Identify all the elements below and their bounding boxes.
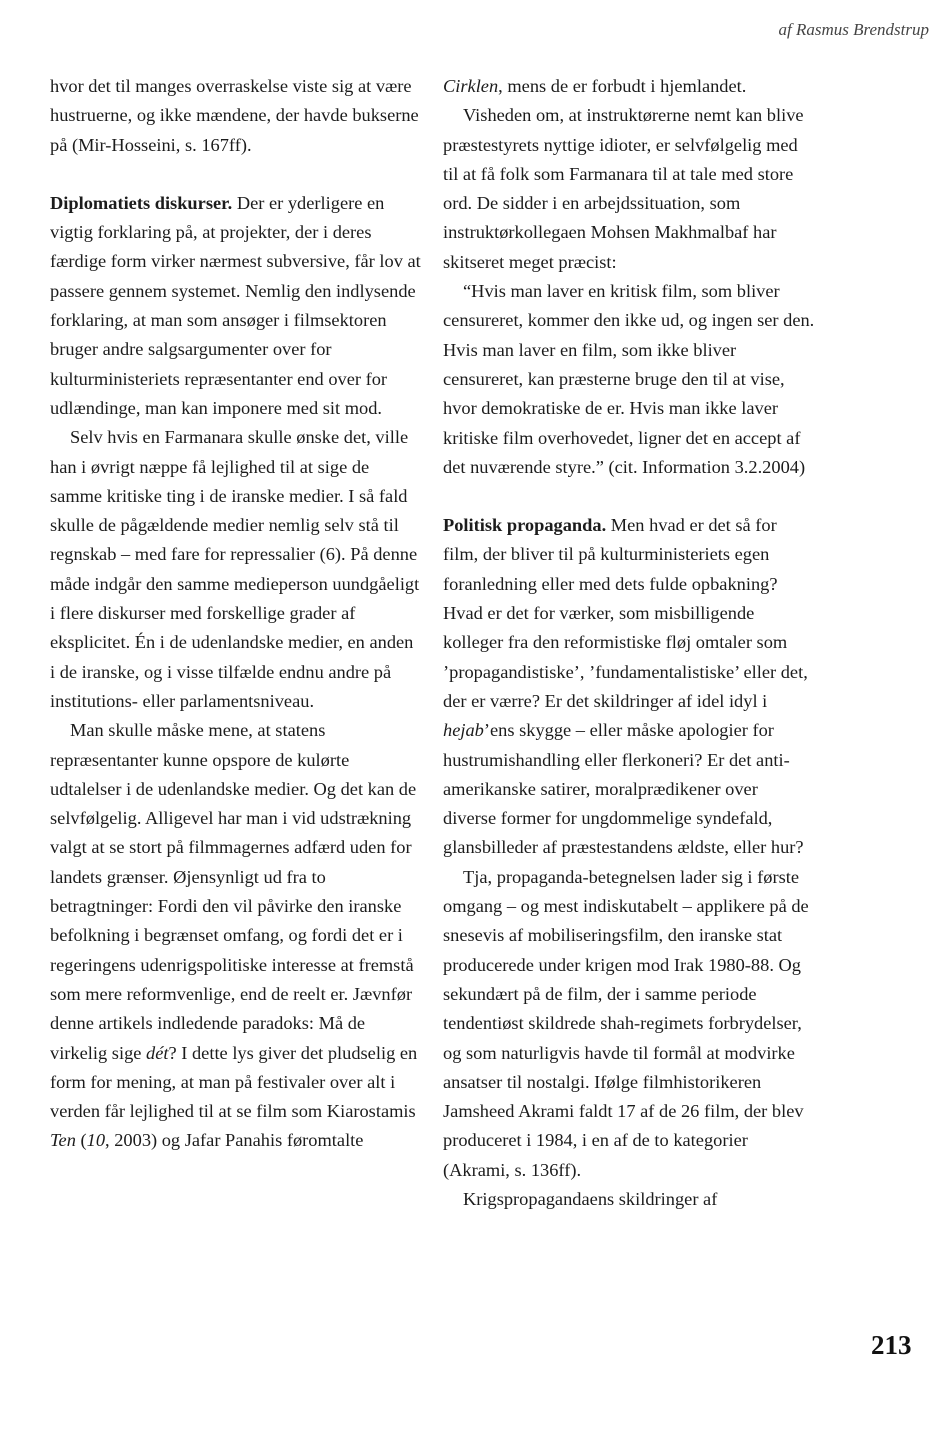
paragraph-text: Der er yderligere en vigtig forklaring på, at projekter, der i deres færdige form virker nærmest subversive, får lov at passere gennem systemet. Nemlig den indlysende forklaring, at man som ansøger i filmsektoren bruger andre salgsargumenter over for kulturministeriets repræsentanter end over for udlændinge, man kan imponere med sit mod. bbox=[50, 192, 421, 418]
paragraph-text: ’ens skygge – eller måske apologier for hustrumishandling eller flerkoneri? Er det anti-amerikanske satirer, moralprædikener over diverse former for ungdommelige syndefald, glansbilleder af præstestandens ældste, eller hur? bbox=[443, 720, 804, 858]
paragraph bbox=[50, 716, 422, 1155]
page-number: 213 bbox=[871, 1330, 912, 1360]
paragraph: Krigspropagandaens skildringer af bbox=[463, 1188, 718, 1209]
paragraph-text: Men hvad er det så for film, der bliver til på kulturministeriets egen foranledning eller med dets fulde opbakning? Hvad er det for værker, som misbilligende kolleger fra den reformistiske fløj omtaler som ’propagandistiske’, ’fundamentalistiske’ eller det, der er værre? Er det skildringer af idel idyl i bbox=[443, 515, 808, 711]
paragraph: Selv hvis en Farmanara skulle ønske det, ville han i øvrigt næppe få lejlighed til at sige de samme kritiske ting i de iranske medier. I så fald skulle de pågældende medier nemlig selv stå til regnskab – med fare for repressalier (6). På denne måde indgår den samme medieperson uundgåeligt i flere diskurser med forskellige grader af eksplicitet. Én i de udenlandske medier, en anden i de iranske, og i visse tilfælde endnu andre på institutions- eller parlamentsniveau. bbox=[50, 427, 420, 711]
section-heading: Politisk propaganda. bbox=[443, 515, 607, 536]
quote-paragraph: “Hvis man laver en kritisk film, som bliver censureret, kommer den ikke ud, og ingen ser den. Hvis man laver en film, som ikke bliver censureret, kan præsterne bruge den til at vise, hvor demokratiske de er. Hvis man ikke laver kritiske film overhovedet, ligner det en accept af det nuværende styre.” (cit. Information 3.2.2004) bbox=[443, 281, 815, 477]
paragraph-text: , 2003) og Jafar Panahis føromtalte bbox=[105, 1130, 364, 1151]
paragraph bbox=[443, 72, 815, 101]
paragraph: Visheden om, at instruktørerne nemt kan blive præstestyrets nyttige idioter, er selvfølgelig med til at få folk som Farmanara til at tale med store ord. De sidder i en arbejdssituation, som instruktørkollegaen Mohsen Makhmalbaf har skitseret meget præcist: bbox=[443, 105, 804, 272]
section-heading: Diplomatiets diskurser. bbox=[50, 192, 233, 213]
emphasis: dét bbox=[146, 1042, 169, 1063]
film-title-number: 10 bbox=[86, 1130, 106, 1151]
film-title: Cirklen bbox=[443, 76, 499, 96]
running-header-author: af Rasmus Brendstrup bbox=[778, 20, 929, 39]
film-title: Ten bbox=[50, 1130, 76, 1151]
left-column bbox=[50, 72, 422, 1156]
emphasis: hejab bbox=[443, 720, 484, 741]
paragraph: Tja, propaganda-betegnelsen lader sig i første omgang – og mest indiskutabelt – applikere på de snesevis af mobiliseringsfilm, den iranske stat producerede under krigen mod Irak 1980-88. Og sekundært på de film, der i samme periode tendentiøst skildrede shah-regimets forbrydelser, og som naturligvis havde til formål at modvirke ansatser til nostalgi. Ifølge filmhistorikeren Jamsheed Akrami faldt 17 af de 26 film, der blev produceret i 1984, i en af de to kategorier (Akrami, s. 136ff). bbox=[443, 866, 809, 1180]
paragraph-text: , mens de er forbudt i hjemlandet. bbox=[498, 76, 747, 96]
right-column bbox=[443, 72, 815, 1214]
paragraph-text: Man skulle måske mene, at statens repræsentanter kunne opspore de kulørte udtalelser i de udenlandske medier. Og det kan de selvfølgelig. Alligevel har man i vid udstrækning valgt at se stort på filmmagernes adfærd uden for landets grænser. Øjensynligt ud fra to betragtninger: Fordi den vil påvirke den iranske befolkning i begrænset omfang, og fordi det er i regeringens udenrigspolitiske interesse at fremstå som mere reformvenlige, end de reelt er. Jævnfør denne artikels indledende paradoks: Må de virkelig sige bbox=[50, 720, 417, 1063]
paragraph-text: ( bbox=[75, 1130, 87, 1151]
section-paragraph-propaganda bbox=[443, 511, 815, 863]
paragraph: hvor det til manges overraskelse viste sig at være hustruerne, og ikke mændene, der havde bukserne på (Mir-Hosseini, s. 167ff). bbox=[50, 76, 419, 155]
paragraph-text: ? I dette lys giver det pludselig en form for mening, at man på festivaler over alt i verden får lejlighed til at se film som Kiarostamis bbox=[50, 1042, 418, 1122]
section-paragraph-diplomati bbox=[50, 189, 422, 423]
